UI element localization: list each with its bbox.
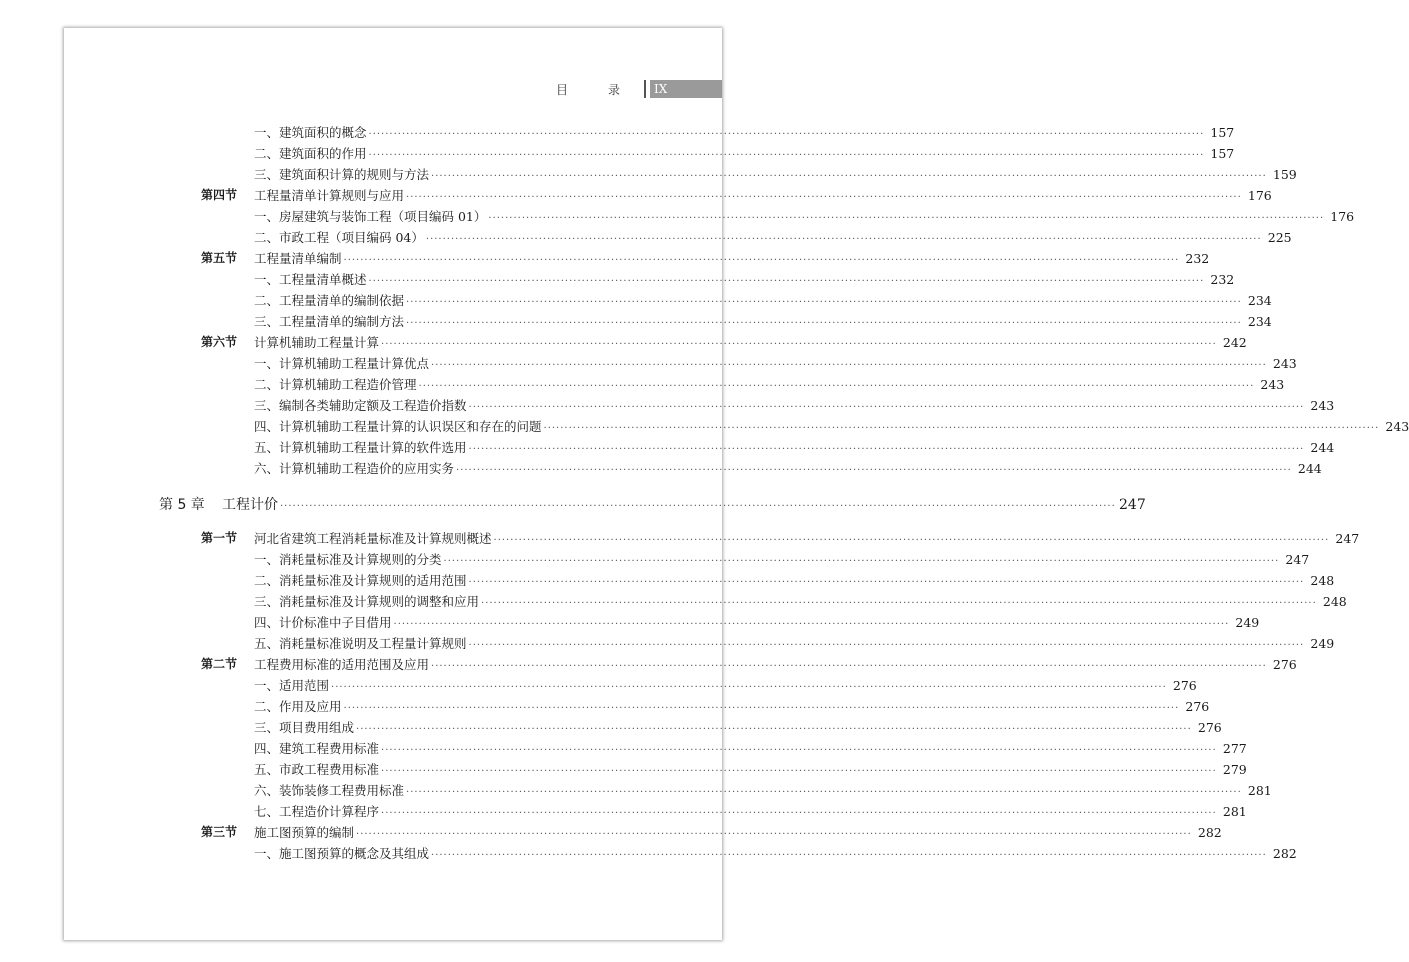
toc-section[interactable] <box>64 333 1247 353</box>
toc-entry[interactable] <box>64 207 1355 227</box>
dot-leader: ········································································································································································································ <box>356 829 1192 840</box>
toc-page-number: 232 <box>1185 251 1210 266</box>
toc-title: 一、施工图预算的概念及其组成 <box>254 846 430 861</box>
toc-number: 第五节 <box>201 251 238 265</box>
dot-leader: ········································································································································································································ <box>381 745 1217 756</box>
dot-leader: ········································································································································································································ <box>406 297 1242 308</box>
toc-entry[interactable] <box>64 634 1335 654</box>
toc-number: 第一节 <box>201 531 238 545</box>
dot-leader: ········································································································································································································ <box>443 556 1280 567</box>
dot-leader: ········································································································································································································ <box>381 339 1217 350</box>
toc-chapter[interactable] <box>64 494 1146 514</box>
toc-section[interactable] <box>64 186 1272 206</box>
toc-page-number: 225 <box>1267 230 1292 245</box>
toc-page-number: 234 <box>1247 314 1272 329</box>
toc-title: 工程费用标准的适用范围及应用 <box>254 657 430 672</box>
toc-title: 工程量清单编制 <box>254 251 342 266</box>
toc-title: 六、装饰装修工程费用标准 <box>254 783 405 798</box>
dot-leader: ········································································································································································································ <box>356 724 1192 735</box>
toc-title: 二、计算机辅助工程造价管理 <box>254 377 417 392</box>
toc-entry[interactable] <box>64 417 1409 437</box>
dot-leader: ········································································································································································································ <box>343 255 1180 266</box>
toc-title: 三、工程量清单的编制方法 <box>254 314 405 329</box>
toc-page-number: 243 <box>1272 356 1297 371</box>
toc-page-number: 242 <box>1222 335 1247 350</box>
toc-page-number: 282 <box>1197 825 1222 840</box>
dot-leader: ········································································································································································································ <box>431 360 1267 371</box>
toc-entry[interactable] <box>64 739 1247 759</box>
toc-page-number: 157 <box>1210 125 1235 140</box>
toc-title: 一、工程量清单概述 <box>254 272 367 287</box>
toc-title: 工程计价 <box>222 497 278 513</box>
dot-leader: ········································································································································································································ <box>468 577 1305 588</box>
dot-leader: ········································································································································································································ <box>331 682 1167 693</box>
header-title: 目 录 <box>555 82 634 97</box>
dot-leader: ········································································································································································································ <box>468 444 1305 455</box>
toc-entry[interactable] <box>64 676 1197 696</box>
toc-page-number: 276 <box>1197 720 1222 735</box>
toc-entry[interactable] <box>64 697 1210 717</box>
toc-page-number: 243 <box>1260 377 1285 392</box>
toc-entry[interactable] <box>64 550 1310 570</box>
toc-page-number: 244 <box>1310 440 1335 455</box>
dot-leader: ········································································································································································································ <box>456 465 1292 476</box>
toc-section[interactable] <box>64 249 1210 269</box>
toc-title: 施工图预算的编制 <box>254 825 355 840</box>
dot-leader: ········································································································································································································ <box>381 808 1217 819</box>
dot-leader: ········································································································································································································ <box>406 192 1242 203</box>
toc-entry[interactable] <box>64 571 1335 591</box>
dot-leader: ········································································································································································································ <box>280 501 1116 512</box>
toc-title: 三、建筑面积计算的规则与方法 <box>254 167 430 182</box>
dot-leader: ········································································································································································································ <box>406 318 1242 329</box>
toc-title: 三、编制各类辅助定额及工程造价指数 <box>254 398 467 413</box>
dot-leader: ········································································································································································································ <box>468 640 1305 651</box>
toc-page-number: 282 <box>1272 846 1297 861</box>
header-divider <box>644 80 646 98</box>
toc-title: 六、计算机辅助工程造价的应用实务 <box>254 461 455 476</box>
dot-leader: ········································································································································································································ <box>406 787 1242 798</box>
toc-page-number: 247 <box>1119 497 1146 513</box>
toc-page-number: 176 <box>1247 188 1272 203</box>
toc-number: 第六节 <box>201 335 238 349</box>
toc-page-number: 247 <box>1285 552 1310 567</box>
toc-number: 第 5 章 <box>159 497 205 513</box>
toc-title: 一、消耗量标准及计算规则的分类 <box>254 552 442 567</box>
toc-page-number: 157 <box>1210 146 1235 161</box>
toc-entry[interactable] <box>64 165 1297 185</box>
toc-entry[interactable] <box>64 270 1235 290</box>
toc-title: 二、工程量清单的编制依据 <box>254 293 405 308</box>
toc-page-number: 176 <box>1330 209 1355 224</box>
toc-entry[interactable] <box>64 760 1247 780</box>
toc-entry[interactable] <box>64 396 1335 416</box>
toc-title: 河北省建筑工程消耗量标准及计算规则概述 <box>254 531 492 546</box>
toc-page-number: 277 <box>1222 741 1247 756</box>
toc-entry[interactable] <box>64 802 1247 822</box>
toc-entry[interactable] <box>64 123 1235 143</box>
page-header <box>556 80 722 98</box>
toc-title: 五、消耗量标准说明及工程量计算规则 <box>254 636 467 651</box>
toc-number: 第三节 <box>201 825 238 839</box>
toc-entry[interactable] <box>64 228 1292 248</box>
toc-title: 二、建筑面积的作用 <box>254 146 367 161</box>
toc-page-number: 234 <box>1247 293 1272 308</box>
toc-section[interactable] <box>64 823 1222 843</box>
toc-page-number: 281 <box>1222 804 1247 819</box>
toc-page-number: 248 <box>1310 573 1335 588</box>
toc-number: 第四节 <box>201 188 238 202</box>
toc-title: 二、作用及应用 <box>254 699 342 714</box>
toc-entry[interactable] <box>64 718 1222 738</box>
toc-entry[interactable] <box>64 291 1272 311</box>
toc-entry[interactable] <box>64 613 1260 633</box>
toc-entry[interactable] <box>64 354 1297 374</box>
toc-title: 一、房屋建筑与装饰工程（项目编码 01） <box>254 209 487 224</box>
dot-leader: ········································································································································································································ <box>431 661 1267 672</box>
toc-number: 第二节 <box>201 657 238 671</box>
dot-leader: ········································································································································································································ <box>431 171 1267 182</box>
toc-section[interactable] <box>64 529 1360 549</box>
toc-page-number: 159 <box>1272 167 1297 182</box>
dot-leader: ········································································································································································································ <box>343 703 1180 714</box>
toc-title: 四、建筑工程费用标准 <box>254 741 380 756</box>
book-page <box>64 28 1409 940</box>
dot-leader: ········································································································································································································ <box>481 598 1317 609</box>
toc-title: 四、计算机辅助工程量计算的认识误区和存在的问题 <box>254 419 542 434</box>
toc-title: 一、计算机辅助工程量计算优点 <box>254 356 430 371</box>
toc-title: 五、市政工程费用标准 <box>254 762 380 777</box>
toc-page-number: 276 <box>1272 657 1297 672</box>
toc-entry[interactable] <box>64 781 1272 801</box>
toc-entry[interactable] <box>64 459 1322 479</box>
toc-entry[interactable] <box>64 375 1285 395</box>
dot-leader: ········································································································································································································ <box>368 276 1205 287</box>
toc-page-number: 279 <box>1222 762 1247 777</box>
dot-leader: ········································································································································································································ <box>381 766 1217 777</box>
toc-page-number: 281 <box>1247 783 1272 798</box>
toc-page-number: 248 <box>1322 594 1347 609</box>
dot-leader: ········································································································································································································ <box>488 213 1325 224</box>
toc-page-number: 276 <box>1172 678 1197 693</box>
dot-leader: ········································································································································································································ <box>368 150 1205 161</box>
toc-title: 四、计价标准中子目借用 <box>254 615 392 630</box>
toc-title: 七、工程造价计算程序 <box>254 804 380 819</box>
toc-entry[interactable] <box>64 144 1235 164</box>
toc-title: 一、适用范围 <box>254 678 330 693</box>
dot-leader: ········································································································································································································ <box>418 381 1255 392</box>
dot-leader: ········································································································································································································ <box>493 535 1330 546</box>
toc-title: 五、计算机辅助工程量计算的软件选用 <box>254 440 467 455</box>
toc-page-number: 247 <box>1335 531 1360 546</box>
dot-leader: ········································································································································································································ <box>368 129 1205 140</box>
toc-page-number: 244 <box>1297 461 1322 476</box>
toc-entry[interactable] <box>64 312 1272 332</box>
toc-title: 工程量清单计算规则与应用 <box>254 188 405 203</box>
toc-page-number: 232 <box>1210 272 1235 287</box>
dot-leader: ········································································································································································································ <box>393 619 1230 630</box>
dot-leader: ········································································································································································································ <box>468 402 1305 413</box>
toc-page-number: 276 <box>1185 699 1210 714</box>
dot-leader: ········································································································································································································ <box>431 850 1267 861</box>
toc-title: 三、消耗量标准及计算规则的调整和应用 <box>254 594 480 609</box>
toc-page-number: 249 <box>1235 615 1260 630</box>
toc-entry[interactable] <box>64 438 1335 458</box>
toc-page-number: 243 <box>1385 419 1409 434</box>
dot-leader: ········································································································································································································ <box>543 423 1380 434</box>
toc-title: 一、建筑面积的概念 <box>254 125 367 140</box>
toc-page-number: 249 <box>1310 636 1335 651</box>
toc-entry[interactable] <box>64 592 1347 612</box>
toc-section[interactable] <box>64 655 1297 675</box>
dot-leader: ········································································································································································································ <box>425 234 1262 245</box>
toc-title: 二、消耗量标准及计算规则的适用范围 <box>254 573 467 588</box>
toc-entry[interactable] <box>64 844 1297 864</box>
toc-title: 三、项目费用组成 <box>254 720 355 735</box>
toc-page-number: 243 <box>1310 398 1335 413</box>
toc-title: 二、市政工程（项目编码 04） <box>254 230 424 245</box>
toc-title: 计算机辅助工程量计算 <box>254 335 380 350</box>
page-number-badge: IX <box>650 80 722 98</box>
